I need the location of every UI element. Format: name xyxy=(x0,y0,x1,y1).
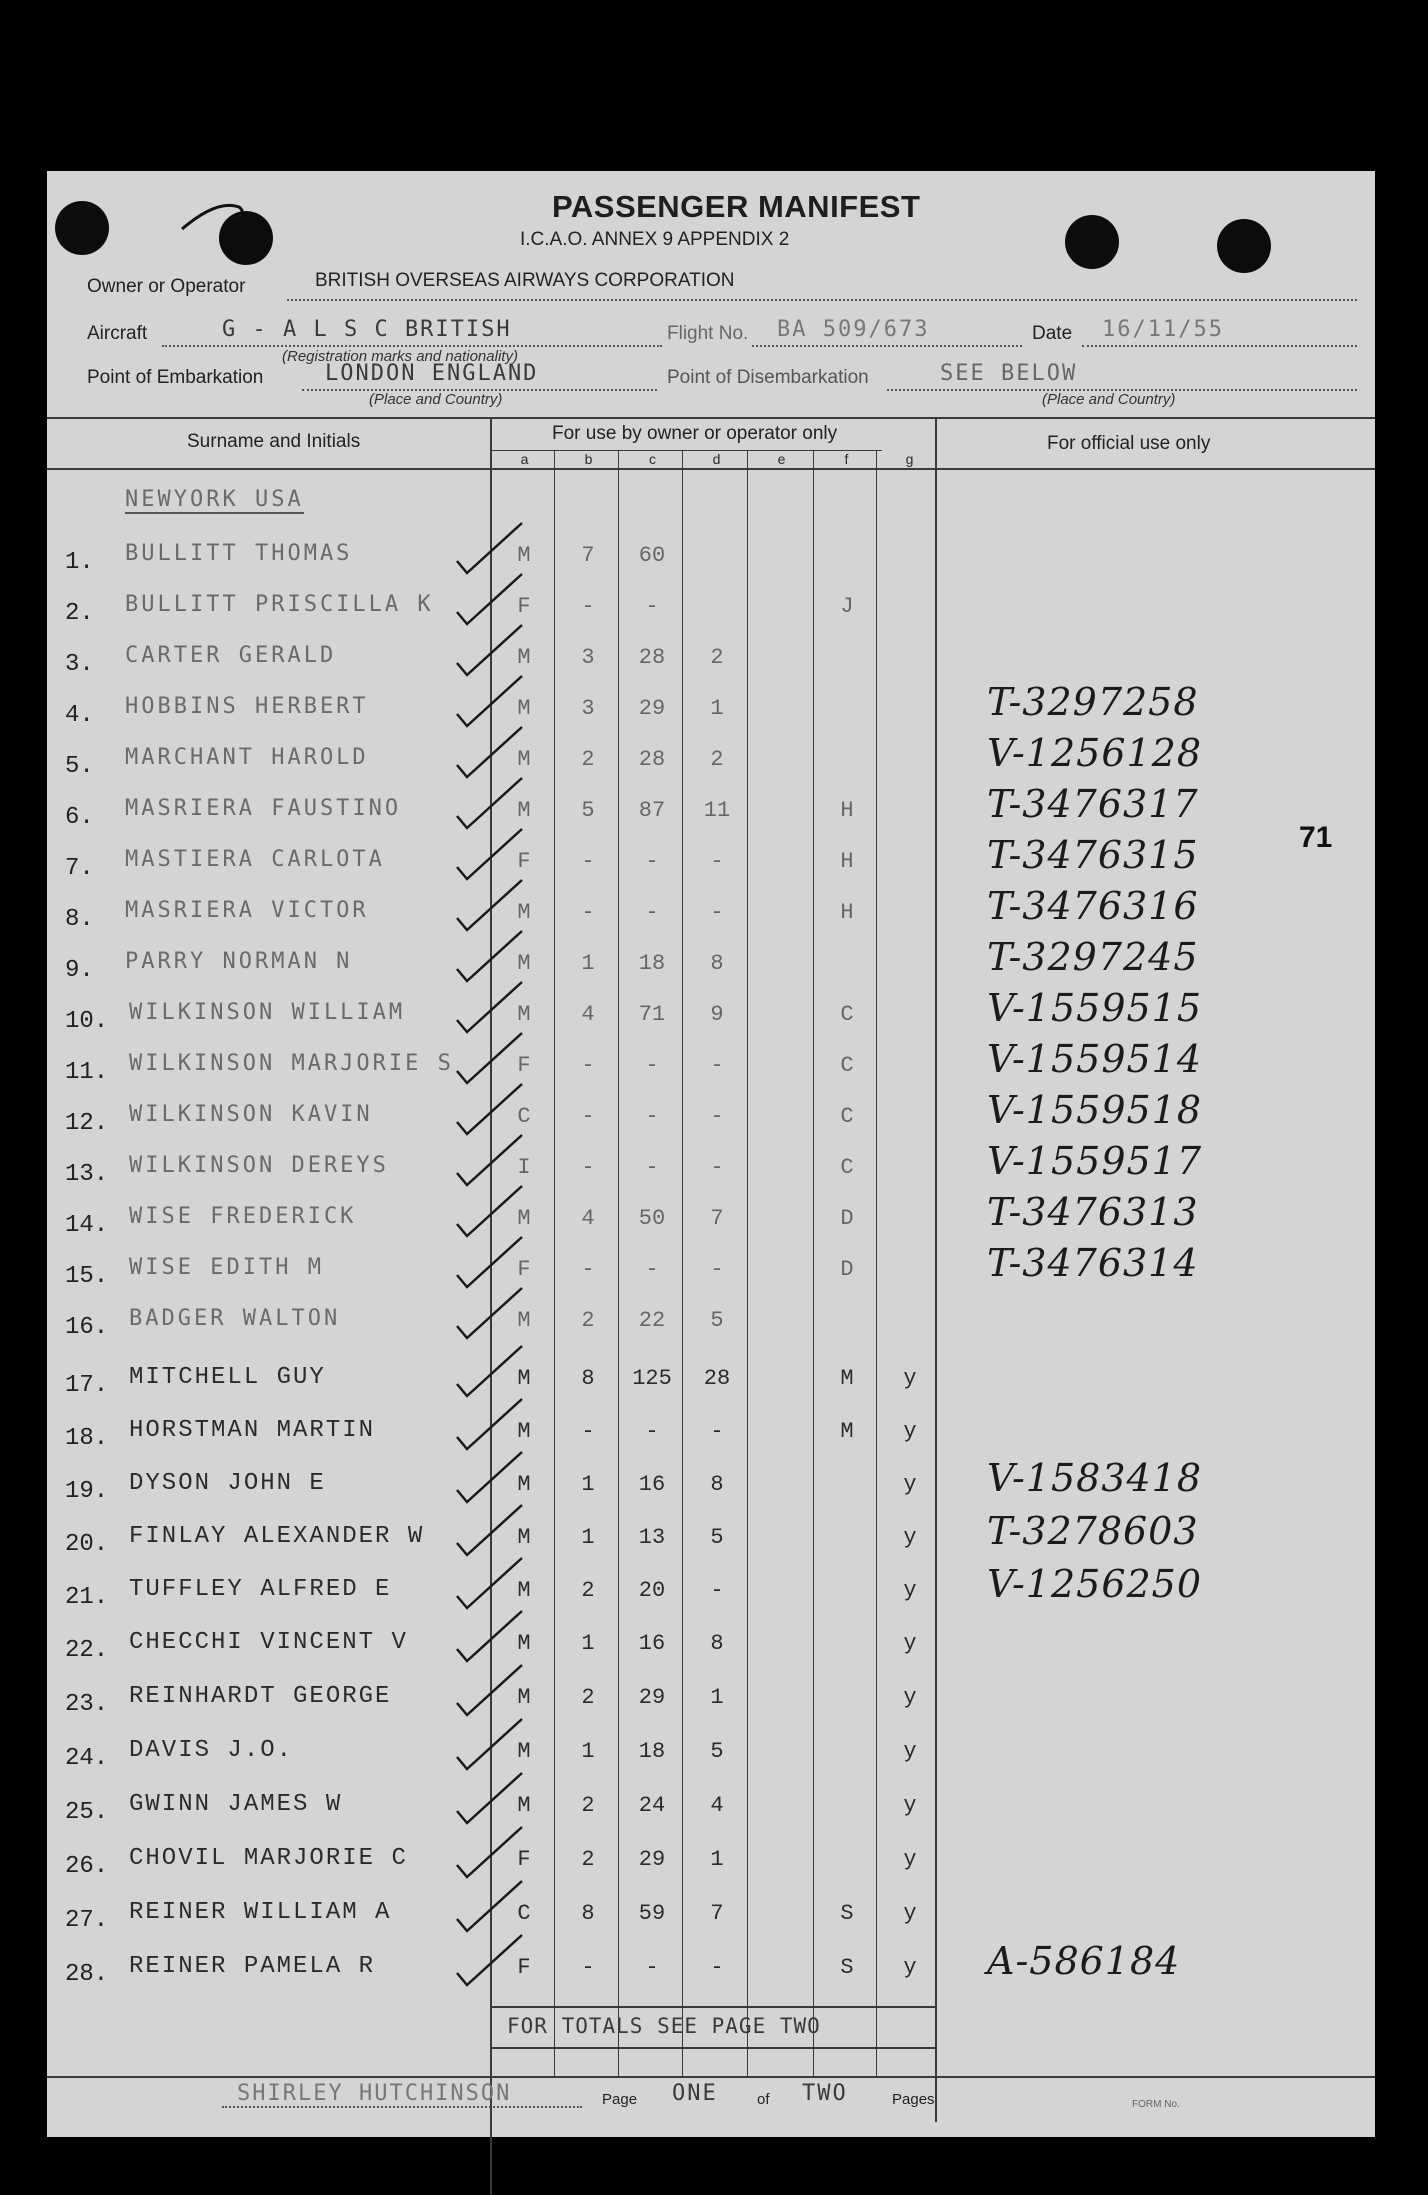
cell-b: - xyxy=(581,1053,595,1078)
disembarkation-value: SEE BELOW xyxy=(940,361,1078,386)
row-number: 28. xyxy=(65,1961,109,1988)
cell-c: 125 xyxy=(632,1366,672,1391)
date-label: Date xyxy=(1032,323,1073,344)
place-note-right: (Place and Country) xyxy=(1042,391,1176,408)
cell-b: - xyxy=(581,594,595,619)
passenger-name: HORSTMAN MARTIN xyxy=(129,1417,376,1444)
cell-d: - xyxy=(710,1257,724,1282)
row-number: 27. xyxy=(65,1907,109,1934)
row-number: 18. xyxy=(65,1425,109,1452)
cell-d: - xyxy=(710,849,724,874)
cell-f: S xyxy=(840,1901,854,1926)
col-subheader-e: e xyxy=(777,451,786,467)
of-label: of xyxy=(757,2091,770,2108)
passenger-name: GWINN JAMES W xyxy=(129,1791,343,1818)
cell-d: 7 xyxy=(710,1206,724,1231)
cell-b: 8 xyxy=(581,1901,595,1926)
row-number: 21. xyxy=(65,1584,109,1611)
cell-f: H xyxy=(840,849,854,874)
passenger-name: WILKINSON KAVIN xyxy=(129,1102,373,1127)
cell-a: F xyxy=(517,849,531,874)
cell-b: 1 xyxy=(581,1631,595,1656)
cell-a: M xyxy=(517,1739,531,1764)
cell-c: 13 xyxy=(638,1525,666,1550)
passenger-name: WILKINSON WILLIAM xyxy=(129,1000,406,1025)
cell-d: 7 xyxy=(710,1901,724,1926)
cell-c: 16 xyxy=(638,1472,666,1497)
passenger-name: MASRIERA FAUSTINO xyxy=(125,796,402,821)
cell-b: 2 xyxy=(581,1685,595,1710)
cell-d: 2 xyxy=(710,645,724,670)
totals-box-bottom xyxy=(490,2047,935,2049)
passenger-name: REINER PAMELA R xyxy=(129,1953,376,1980)
cell-a: M xyxy=(517,645,531,670)
col-divider-official xyxy=(935,417,937,2122)
passenger-name: HOBBINS HERBERT xyxy=(125,694,369,719)
cell-c: 60 xyxy=(638,543,666,568)
cell-g: y xyxy=(903,1366,917,1391)
cell-d: - xyxy=(710,900,724,925)
cell-c: 24 xyxy=(638,1793,666,1818)
cell-d: 1 xyxy=(710,696,724,721)
col-header-official: For official use only xyxy=(1047,433,1211,454)
cell-f: M xyxy=(840,1366,854,1391)
cell-g: y xyxy=(903,1419,917,1444)
passenger-name: MASTIERA CARLOTA xyxy=(125,847,385,872)
cell-b: - xyxy=(581,1955,595,1980)
owner-line xyxy=(287,299,1357,301)
cell-b: 3 xyxy=(581,696,595,721)
cell-c: 16 xyxy=(638,1631,666,1656)
cell-c: - xyxy=(645,849,659,874)
cell-a: M xyxy=(517,543,531,568)
cell-g: y xyxy=(903,1901,917,1926)
cell-b: 8 xyxy=(581,1366,595,1391)
col-header-owner-use: For use by owner or operator only xyxy=(552,423,838,444)
col-subheader-a: a xyxy=(520,451,529,467)
cell-g: y xyxy=(903,1793,917,1818)
punch-hole-right-1 xyxy=(1065,215,1119,269)
cell-b: 1 xyxy=(581,1472,595,1497)
official-ticket-number: T-3278603 xyxy=(987,1509,1199,1553)
row-number: 10. xyxy=(65,1008,109,1035)
pages-label: Pages xyxy=(892,2091,935,2108)
cell-d: 1 xyxy=(710,1685,724,1710)
cell-f: C xyxy=(840,1155,854,1180)
cell-c: 29 xyxy=(638,696,666,721)
cell-b: 4 xyxy=(581,1002,595,1027)
col-subheader-b: b xyxy=(584,451,593,467)
owner-label: Owner or Operator xyxy=(87,276,246,297)
passenger-name: TUFFLEY ALFRED E xyxy=(129,1576,392,1603)
cell-a: M xyxy=(517,1419,531,1444)
row-number: 19. xyxy=(65,1478,109,1505)
row-number: 17. xyxy=(65,1372,109,1399)
cell-c: 28 xyxy=(638,747,666,772)
cell-b: 2 xyxy=(581,1578,595,1603)
passenger-name: CHOVIL MARJORIE C xyxy=(129,1845,408,1872)
cell-a: M xyxy=(517,747,531,772)
cell-a: M xyxy=(517,951,531,976)
cell-d: 11 xyxy=(703,798,731,823)
cell-d: 5 xyxy=(710,1739,724,1764)
passenger-name: CARTER GERALD xyxy=(125,643,337,668)
of-value: TWO xyxy=(802,2081,848,2106)
pen-scribble-icon xyxy=(177,197,257,237)
official-ticket-number: T-3476314 xyxy=(987,1241,1199,1285)
cell-c: - xyxy=(645,1155,659,1180)
row-number: 23. xyxy=(65,1691,109,1718)
row-number: 9. xyxy=(65,957,94,984)
table-top-rule xyxy=(47,417,1375,419)
official-ticket-number: T-3476313 xyxy=(987,1190,1199,1234)
official-ticket-number: V-1256128 xyxy=(987,731,1203,775)
aircraft-line xyxy=(162,345,662,347)
cell-d: - xyxy=(710,1578,724,1603)
cell-f: M xyxy=(840,1419,854,1444)
passenger-name: DYSON JOHN E xyxy=(129,1470,326,1497)
cell-g: y xyxy=(903,1685,917,1710)
cell-c: 22 xyxy=(638,1308,666,1333)
passenger-name: WILKINSON DEREYS xyxy=(129,1153,389,1178)
official-ticket-number: T-3476315 xyxy=(987,833,1199,877)
cell-b: - xyxy=(581,1155,595,1180)
cell-b: - xyxy=(581,1257,595,1282)
owner-value: BRITISH OVERSEAS AIRWAYS CORPORATION xyxy=(315,270,735,291)
header-bottom-rule xyxy=(47,468,1375,470)
cell-b: - xyxy=(581,849,595,874)
official-ticket-number: T-3297258 xyxy=(987,680,1199,724)
cell-g: y xyxy=(903,1847,917,1872)
cell-a: F xyxy=(517,594,531,619)
cell-d: - xyxy=(710,1155,724,1180)
cell-a: F xyxy=(517,1053,531,1078)
row-number: 16. xyxy=(65,1314,109,1341)
cell-a: F xyxy=(517,1955,531,1980)
cell-c: - xyxy=(645,1419,659,1444)
cell-b: 2 xyxy=(581,1308,595,1333)
row-number: 3. xyxy=(65,651,94,678)
cell-d: 2 xyxy=(710,747,724,772)
cell-c: - xyxy=(645,594,659,619)
passenger-name: BULLITT THOMAS xyxy=(125,541,353,566)
cell-b: - xyxy=(581,900,595,925)
col-divider-c xyxy=(618,451,619,2076)
passenger-name: DAVIS J.O. xyxy=(129,1737,294,1764)
official-ticket-number: V-1559514 xyxy=(987,1037,1203,1081)
col-divider-b xyxy=(554,451,555,2076)
row-number: 25. xyxy=(65,1799,109,1826)
cell-f: D xyxy=(840,1257,854,1282)
cell-d: 28 xyxy=(703,1366,731,1391)
cell-d: 9 xyxy=(710,1002,724,1027)
cell-a: M xyxy=(517,1685,531,1710)
cell-b: - xyxy=(581,1419,595,1444)
cell-g: y xyxy=(903,1472,917,1497)
cell-b: 2 xyxy=(581,747,595,772)
cell-f: H xyxy=(840,798,854,823)
cell-a: C xyxy=(517,1104,531,1129)
cell-f: C xyxy=(840,1002,854,1027)
cell-b: 1 xyxy=(581,1525,595,1550)
col-header-surname: Surname and Initials xyxy=(187,431,361,452)
col-divider-g xyxy=(876,451,877,2076)
cell-d: - xyxy=(710,1955,724,1980)
totals-note: FOR TOTALS SEE PAGE TWO xyxy=(507,2014,821,2038)
cell-c: 50 xyxy=(638,1206,666,1231)
footer-rule xyxy=(47,2076,1375,2078)
cell-a: M xyxy=(517,1206,531,1231)
cell-a: C xyxy=(517,1901,531,1926)
row-number: 20. xyxy=(65,1531,109,1558)
place-note-left: (Place and Country) xyxy=(369,391,503,408)
page-value: ONE xyxy=(672,2081,718,2106)
cell-g: y xyxy=(903,1578,917,1603)
cell-c: - xyxy=(645,1955,659,1980)
row-number: 5. xyxy=(65,753,94,780)
col-divider-f xyxy=(813,451,814,2076)
manifest-page xyxy=(47,171,1375,2137)
passenger-name: MITCHELL GUY xyxy=(129,1364,326,1391)
cell-c: 87 xyxy=(638,798,666,823)
totals-box-top xyxy=(490,2006,935,2008)
cell-c: - xyxy=(645,900,659,925)
passenger-name: MARCHANT HAROLD xyxy=(125,745,369,770)
passenger-name: WISE FREDERICK xyxy=(129,1204,357,1229)
cell-c: 29 xyxy=(638,1847,666,1872)
cell-a: M xyxy=(517,1002,531,1027)
official-ticket-number: V-1559518 xyxy=(987,1088,1203,1132)
cell-d: 1 xyxy=(710,1847,724,1872)
flight-line xyxy=(752,345,1022,347)
cell-b: 2 xyxy=(581,1847,595,1872)
passenger-name: BADGER WALTON xyxy=(129,1306,341,1331)
cell-a: M xyxy=(517,1472,531,1497)
page-subtitle: I.C.A.O. ANNEX 9 APPENDIX 2 xyxy=(520,229,790,250)
disembarkation-label: Point of Disembarkation xyxy=(667,367,869,388)
cell-a: M xyxy=(517,1308,531,1333)
row-number: 15. xyxy=(65,1263,109,1290)
aircraft-label: Aircraft xyxy=(87,323,148,344)
cell-c: - xyxy=(645,1257,659,1282)
cell-b: 2 xyxy=(581,1793,595,1818)
passenger-name: REINER WILLIAM A xyxy=(129,1899,392,1926)
cell-f: J xyxy=(840,594,854,619)
row-number: 24. xyxy=(65,1745,109,1772)
col-divider-e xyxy=(747,451,748,2076)
passenger-name: FINLAY ALEXANDER W xyxy=(129,1523,425,1550)
punch-hole-left-1 xyxy=(55,201,109,255)
col-divider-d xyxy=(682,451,683,2076)
official-ticket-number: T-3476316 xyxy=(987,884,1199,928)
margin-note: 71 xyxy=(1299,821,1333,854)
page-title: PASSENGER MANIFEST xyxy=(552,189,921,224)
cell-g: y xyxy=(903,1525,917,1550)
date-line xyxy=(1082,345,1357,347)
cell-b: - xyxy=(581,1104,595,1129)
passenger-name: REINHARDT GEORGE xyxy=(129,1683,392,1710)
passenger-name: CHECCHI VINCENT V xyxy=(129,1629,408,1656)
cell-f: C xyxy=(840,1053,854,1078)
cell-a: M xyxy=(517,1578,531,1603)
cell-g: y xyxy=(903,1955,917,1980)
cell-b: 1 xyxy=(581,1739,595,1764)
row-number: 14. xyxy=(65,1212,109,1239)
row-number: 4. xyxy=(65,702,94,729)
cell-g: y xyxy=(903,1631,917,1656)
cell-b: 3 xyxy=(581,645,595,670)
cell-c: 71 xyxy=(638,1002,666,1027)
cell-c: - xyxy=(645,1053,659,1078)
cell-a: M xyxy=(517,1525,531,1550)
cell-c: 20 xyxy=(638,1578,666,1603)
cell-a: I xyxy=(517,1155,531,1180)
row-number: 7. xyxy=(65,855,94,882)
cell-f: C xyxy=(840,1104,854,1129)
cell-d: 8 xyxy=(710,951,724,976)
cell-d: 4 xyxy=(710,1793,724,1818)
cell-c: - xyxy=(645,1104,659,1129)
cell-d: 5 xyxy=(710,1525,724,1550)
col-subheader-c: c xyxy=(649,451,656,467)
punch-hole-right-2 xyxy=(1217,219,1271,273)
row-number: 22. xyxy=(65,1637,109,1664)
official-ticket-number: A-586184 xyxy=(987,1939,1181,1983)
cell-f: S xyxy=(840,1955,854,1980)
cell-a: M xyxy=(517,1631,531,1656)
cell-a: M xyxy=(517,1366,531,1391)
cell-a: F xyxy=(517,1257,531,1282)
cell-f: H xyxy=(840,900,854,925)
registration-note: (Registration marks and nationality) xyxy=(282,348,518,365)
cell-b: 4 xyxy=(581,1206,595,1231)
row-number: 1. xyxy=(65,549,94,576)
cell-c: 29 xyxy=(638,1685,666,1710)
signatory-name: SHIRLEY HUTCHINSON xyxy=(237,2081,512,2106)
official-ticket-number: T-3297245 xyxy=(987,935,1199,979)
cell-d: 8 xyxy=(710,1472,724,1497)
cell-b: 5 xyxy=(581,798,595,823)
col-subheader-f: f xyxy=(844,451,849,467)
cell-g: y xyxy=(903,1739,917,1764)
cell-b: 7 xyxy=(581,543,595,568)
official-ticket-number: V-1583418 xyxy=(987,1456,1203,1500)
official-ticket-number: V-1256250 xyxy=(987,1562,1203,1606)
passenger-name: WISE EDITH M xyxy=(129,1255,324,1280)
form-number: FORM No. xyxy=(1132,2099,1180,2110)
date-value: 16/11/55 xyxy=(1102,317,1224,342)
passenger-name: WILKINSON MARJORIE S xyxy=(129,1051,454,1076)
cell-d: - xyxy=(710,1104,724,1129)
passenger-name: MASRIERA VICTOR xyxy=(125,898,369,923)
flight-label: Flight No. xyxy=(667,323,749,344)
embarkation-value: LONDON ENGLAND xyxy=(325,361,539,386)
destination-label: NEWYORK USA xyxy=(125,487,304,512)
passenger-name: PARRY NORMAN N xyxy=(125,949,353,974)
aircraft-value: G - A L S C BRITISH xyxy=(222,317,512,342)
cell-a: M xyxy=(517,1793,531,1818)
flight-value: BA 509/673 xyxy=(777,317,930,342)
cell-f: D xyxy=(840,1206,854,1231)
cell-c: 18 xyxy=(638,951,666,976)
cell-c: 59 xyxy=(638,1901,666,1926)
row-number: 6. xyxy=(65,804,94,831)
cell-a: M xyxy=(517,798,531,823)
page-label: Page xyxy=(602,2091,638,2108)
cell-d: - xyxy=(710,1053,724,1078)
official-ticket-number: V-1559515 xyxy=(987,986,1203,1030)
col-subheader-g: g xyxy=(905,451,914,467)
row-number: 13. xyxy=(65,1161,109,1188)
official-ticket-number: V-1559517 xyxy=(987,1139,1203,1183)
cell-a: M xyxy=(517,900,531,925)
row-number: 12. xyxy=(65,1110,109,1137)
cell-d: 5 xyxy=(710,1308,724,1333)
col-subheader-d: d xyxy=(712,451,721,467)
row-number: 8. xyxy=(65,906,94,933)
row-number: 26. xyxy=(65,1853,109,1880)
cell-d: - xyxy=(710,1419,724,1444)
official-ticket-number: T-3476317 xyxy=(987,782,1199,826)
row-number: 2. xyxy=(65,600,94,627)
cell-a: M xyxy=(517,696,531,721)
cell-c: 28 xyxy=(638,645,666,670)
cell-a: F xyxy=(517,1847,531,1872)
cell-c: 18 xyxy=(638,1739,666,1764)
row-number: 11. xyxy=(65,1059,109,1086)
cell-b: 1 xyxy=(581,951,595,976)
cell-d: 8 xyxy=(710,1631,724,1656)
signatory-line xyxy=(222,2106,582,2108)
passenger-name: BULLITT PRISCILLA K xyxy=(125,592,434,617)
embarkation-label: Point of Embarkation xyxy=(87,367,264,388)
